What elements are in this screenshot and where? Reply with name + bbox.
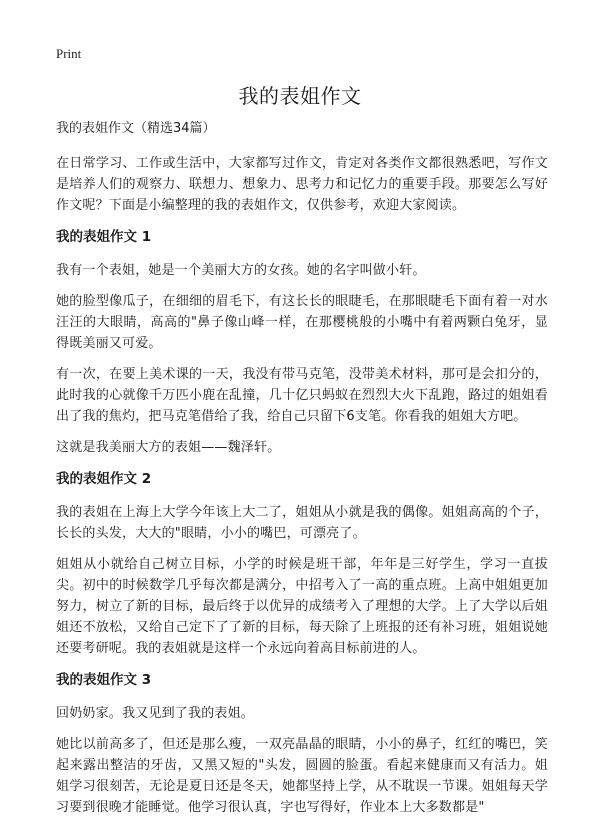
- article-subtitle: 我的表姐作文（精选34篇）: [56, 121, 216, 136]
- paragraph: 这就是我美丽大方的表姐——魏泽轩。: [56, 440, 281, 455]
- print-link[interactable]: Print: [56, 46, 82, 61]
- essay-section-1: [56, 226, 548, 458]
- page-title: 我的表姐作文: [238, 84, 362, 108]
- intro-paragraph: 在日常学习、工作或生活中，大家都写过作文，肯定对各类作文都很熟悉吧，写作文是培养人们的观察力、联想力、想象力、思考力和记忆力的重要手段。那要怎么写好作文呢？下面是小编整理的我的表姐作文，仅供参考，欢迎大家阅读。: [56, 156, 548, 213]
- essay-section-3: [56, 669, 548, 818]
- paragraph: 回奶奶家。我又见到了我的表姐。: [56, 706, 255, 721]
- section-heading: 我的表姐作文 2: [56, 471, 152, 487]
- essay-section-2: [56, 468, 548, 659]
- paragraph: 有一次，在要上美术课的一天，我没有带马克笔，没带美术材料，那可是会扣分的，此时我的心就像千万匹小鹿在乱撞，几十亿只蚂蚁在烈烈大火下乱跑，路过的姐姐看出了我的焦灼，把马克笔借给了我，给自己只留下6支笔。你看我的姐姐大方吧。: [56, 367, 548, 424]
- article-body: [56, 118, 548, 828]
- paragraph: 姐姐从小就给自己树立目标，小学的时候是班干部，年年是三好学生，学习一直拔尖。初中的时候数学几乎每次都是满分，中招考入了一高的重点班。上高中姐姐更加努力，树立了新的目标，最后终于以优异的成绩考入了理想的大学。上了大学以后姐姐还不放松，又给自己定下了了新的目标，每天除了上班报的还有补习班，姐姐说她还要考研呢。我的表姐就是这样一个永远向着高目标前进的人。: [56, 557, 548, 656]
- paragraph: 我有一个表姐，她是一个美丽大方的女孩。她的名字叫做小轩。: [56, 263, 426, 278]
- paragraph: 她的脸型像瓜子，在细细的眉毛下，有这长长的眼睫毛，在那眼睫毛下面有着一对水汪汪的大眼睛，高高的"鼻子像山峰一样，在那樱桃般的小嘴中有着两颗白兔牙，显得既美丽又可爱。: [56, 294, 548, 351]
- paragraph: 她比以前高多了，但还是那么瘦，一双亮晶晶的眼睛，小小的鼻子，红红的嘴巴，笑起来露出整洁的牙齿，又黑又短的"头发，圆圆的脸蛋。看起来健康而又有活力。姐姐学习很刻苦，无论是夏日还是冬天，她都坚持上学，从不耽误一节课。姐姐每天学习要到很晚才能睡觉。他学习很认真，字也写得好，作业本上大多数都是": [56, 737, 548, 815]
- section-heading: 我的表姐作文 3: [56, 672, 152, 688]
- section-heading: 我的表姐作文 1: [56, 229, 152, 245]
- paragraph: 我的表姐在上海上大学今年该上大二了，姐姐从小就是我的偶像。姐姐高高的个子，长长的头发，大大的"眼睛，小小的嘴巴，可漂亮了。: [56, 505, 548, 541]
